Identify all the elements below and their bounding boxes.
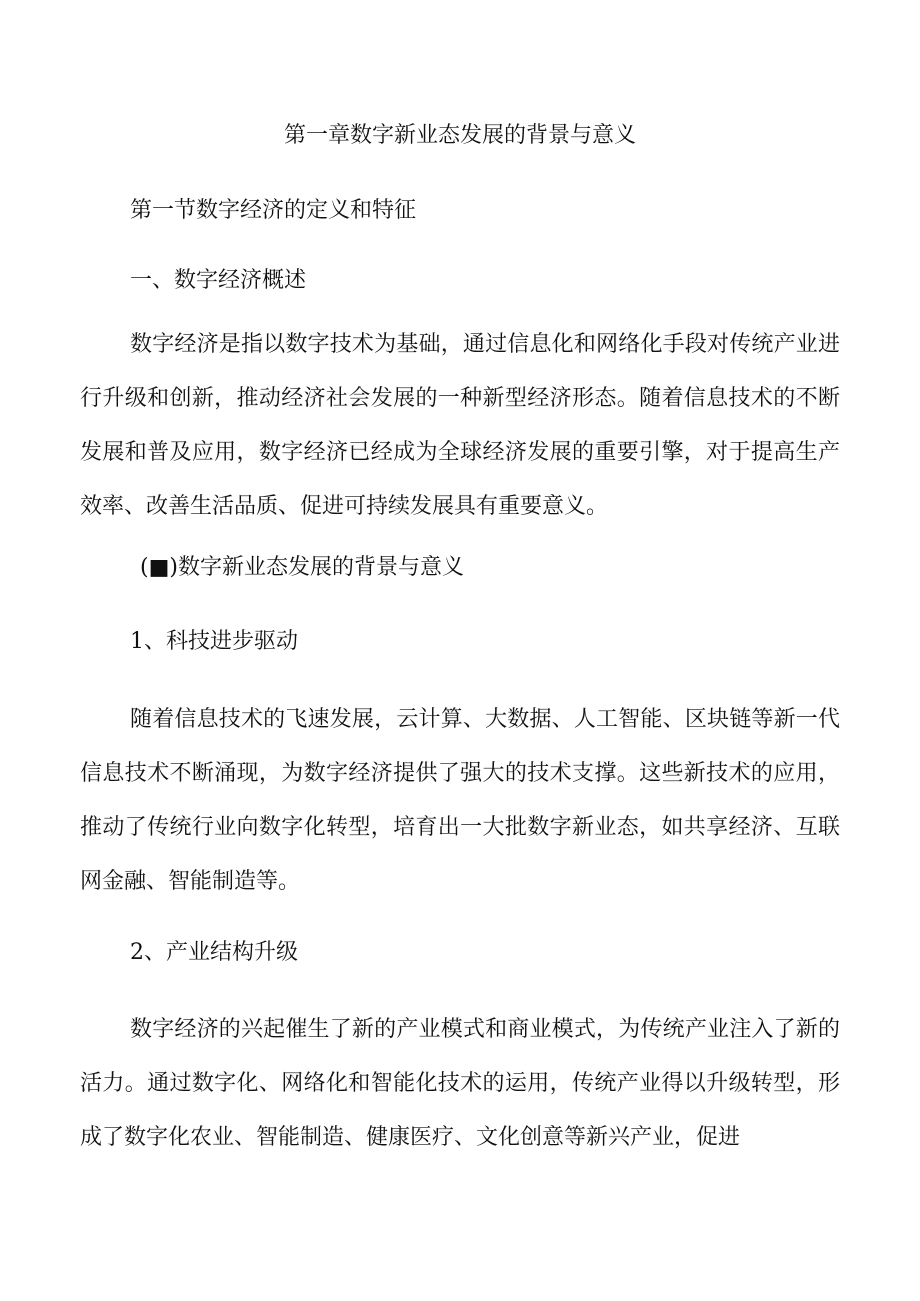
section-title: 第一节数字经济的定义和特征 bbox=[130, 198, 417, 223]
paragraph-digital-economy-overview: 数字经济是指以数字技术为基础，通过信息化和网络化手段对传统产业进行升级和创新，推动经济社会发展的一种新型经济形态。随着信息技术的不断发展和普及应用，数字经济已经成为全球经济发展的重要引擎，对于提高生产效率、改善生活品质、促进可持续发展具有重要意义。 bbox=[80, 332, 840, 519]
heading-background-significance: (■)数字新业态发展的背景与意义 bbox=[140, 555, 464, 580]
chapter-title: 第一章数字新业态发展的背景与意义 bbox=[283, 123, 636, 148]
paragraph-tech-progress: 随着信息技术的飞速发展，云计算、大数据、人工智能、区块链等新一代信息技术不断涌现，为数字经济提供了强大的技术支撑。这些新技术的应用，推动了传统行业向数字化转型，培育出一大批数字新业态，如共享经济、互联网金融、智能制造等。 bbox=[80, 707, 840, 894]
heading-industry-upgrade: 2、产业结构升级 bbox=[130, 940, 298, 965]
heading-tech-progress: 1、科技进步驱动 bbox=[130, 629, 298, 654]
paragraph-industry-upgrade: 数字经济的兴起催生了新的产业模式和商业模式，为传统产业注入了新的活力。通过数字化、网络化和智能化技术的运用，传统产业得以升级转型，形成了数字化农业、智能制造、健康医疗、文化创意等新兴产业，促进 bbox=[80, 1017, 840, 1150]
subsection-title: 一、数字经济概述 bbox=[130, 268, 307, 293]
